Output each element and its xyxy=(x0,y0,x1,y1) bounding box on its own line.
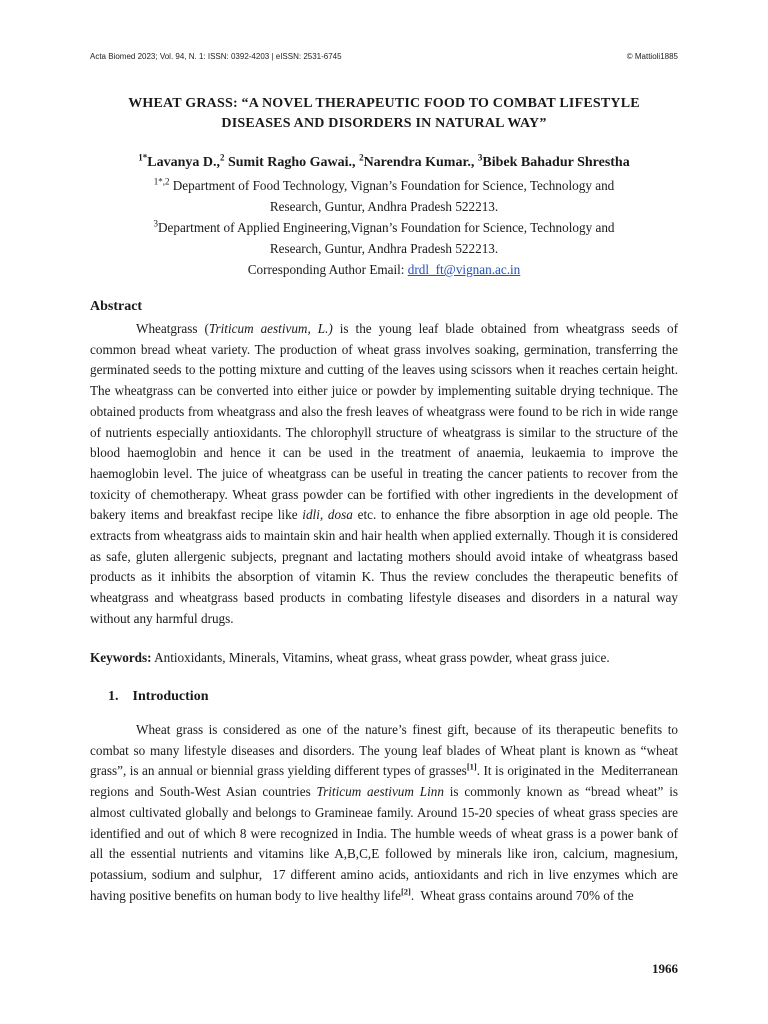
affiliation-1-sup: 1*,2 xyxy=(153,176,170,187)
abstract-body xyxy=(90,319,678,630)
corresponding-email xyxy=(90,259,678,280)
affiliation-2-sup: 3 xyxy=(153,218,158,229)
email-link[interactable]: drdl_ft@vignan.ac.in xyxy=(407,262,521,277)
affiliations xyxy=(90,175,678,280)
intro-text-3: is commonly known as “bread wheat” is almost cultivated globally and belongs to Gramineae family. Around 15-20 species of wheat grass species are identified and out of which 8 were recognized in India. The humble weeds of wheat grass is a power bank of all the essential nutrients and vitamins like A,B,C,E followed by minerals like iron, calcium, magnesium, potassium, sodium and sulphur, 17 different amino acids, antioxidants and rich in live enzymes which are having positive benefits on human body to live healthy life xyxy=(90,784,679,903)
author-3: Narendra Kumar., xyxy=(363,155,475,170)
running-head xyxy=(90,52,678,61)
affiliation-2 xyxy=(90,217,678,238)
abstract-heading: Abstract xyxy=(90,299,143,314)
keywords-text: Antioxidants, Minerals, Vitamins, wheat grass, wheat grass powder, wheat grass juice. xyxy=(151,650,610,665)
author-1: Lavanya D., xyxy=(147,155,220,170)
title-line-1: WHEAT GRASS: “A NOVEL THERAPEUTIC FOOD TO COMBAT LIFESTYLE xyxy=(128,96,640,111)
affiliation-1-line-2: Research, Guntur, Andhra Pradesh 522213. xyxy=(269,199,499,214)
citation-1: [1] xyxy=(466,762,477,773)
intro-species: Triticum aestivum Linn xyxy=(316,784,444,800)
intro-text-4: . Wheat grass contains around 70% of the xyxy=(410,887,634,903)
introduction-heading: 1. Introduction xyxy=(108,689,209,704)
citation-2: [2] xyxy=(400,886,411,897)
abstract-species: Triticum aestivum, L.) xyxy=(208,321,333,336)
affiliation-1 xyxy=(90,175,678,196)
affiliation-1-line-1: Department of Food Technology, Vignan’s Foundation for Science, Technology and xyxy=(169,178,615,193)
journal-info: Acta Biomed 2023; Vol. 94, N. 1: ISSN: 0392-4203 | eISSN: 2531-6745 xyxy=(90,52,342,61)
author-list xyxy=(60,153,708,173)
title-line-2: DISEASES AND DISORDERS IN NATURAL WAY” xyxy=(221,116,547,131)
abstract-paragraph xyxy=(90,319,678,630)
affiliation-2-line-1: Department of Applied Engineering,Vignan’s Foundation for Science, Technology and xyxy=(157,220,615,235)
keywords-label: Keywords: xyxy=(90,650,152,665)
email-label: Corresponding Author Email: xyxy=(247,262,408,277)
abstract-text-2: is the young leaf blade obtained from wheatgrass seeds of common bread wheat variety. The production of wheat grass involves soaking, germination, transferring the germinated seeds to the potting mixture and cutting of the leaves using scissors when it reaches certain height. The wheatgrass can be converted into either juice or powder by implementing suitable drying technique. The obtained products from wheatgrass and also the fresh leaves of wheatgrass were found to be rich in wide range of nutrients especially antioxidants. The chlorophyll structure of wheatgrass is similar to the structure of the blood haemoglobin and hence it can be used in the treatment of anaemia, leukaemia to improve the haemoglobin level. The juice of wheatgrass can be useful in treating the cancer patients to recover from the toxicity of chemotherapy. Wheat grass powder can be fortified with other ingredients in the development of bakery items and breakfast recipe like xyxy=(90,321,678,523)
keywords xyxy=(90,648,690,668)
publisher: © Mattioli1885 xyxy=(626,52,678,61)
author-4: Bibek Bahadur Shrestha xyxy=(482,155,630,170)
page-number: 1966 xyxy=(652,961,678,976)
paper-title xyxy=(90,94,678,134)
introduction-body xyxy=(90,720,678,906)
author-2-sup: 2 xyxy=(219,152,225,163)
author-1-sup: 1* xyxy=(138,152,148,163)
author-4-sup: 3 xyxy=(477,152,483,163)
introduction-paragraph xyxy=(90,720,678,906)
intro-text-2: . It is originated in the Mediterranean regions and South-West Asian countries xyxy=(90,763,678,800)
abstract-text-3: etc. to enhance the fibre absorption in age old people. The extracts from wheatgrass aids to maintain skin and hair health when applied externally. Though it is considered as safe, gluten allergenic subjects, pregnant and lactating mothers should avoid intake of wheatgrass based products as it inhibits the absorption of vitamin K. Thus the review concludes the therapeutic benefits of wheatgrass and wheatgrass based products in combating lifestyle diseases and disorders in a natural way without any harmful drugs. xyxy=(90,507,678,626)
affiliation-2-line-2: Research, Guntur, Andhra Pradesh 522213. xyxy=(269,241,499,256)
author-3-sup: 2 xyxy=(359,152,364,163)
intro-text-1: Wheat grass is considered as one of the nature’s finest gift, because of its therapeutic benefits to combat so many lifestyle diseases and disorders. The young leaf blades of Wheat plant is known as “wheat grass”, is an annual or biennial grass yielding different types of grasses xyxy=(90,722,678,779)
abstract-text-1: Wheatgrass ( xyxy=(136,321,209,336)
author-2: Sumit Ragho Gawai., xyxy=(224,155,356,170)
abstract-recipes: idli, dosa xyxy=(302,507,353,523)
